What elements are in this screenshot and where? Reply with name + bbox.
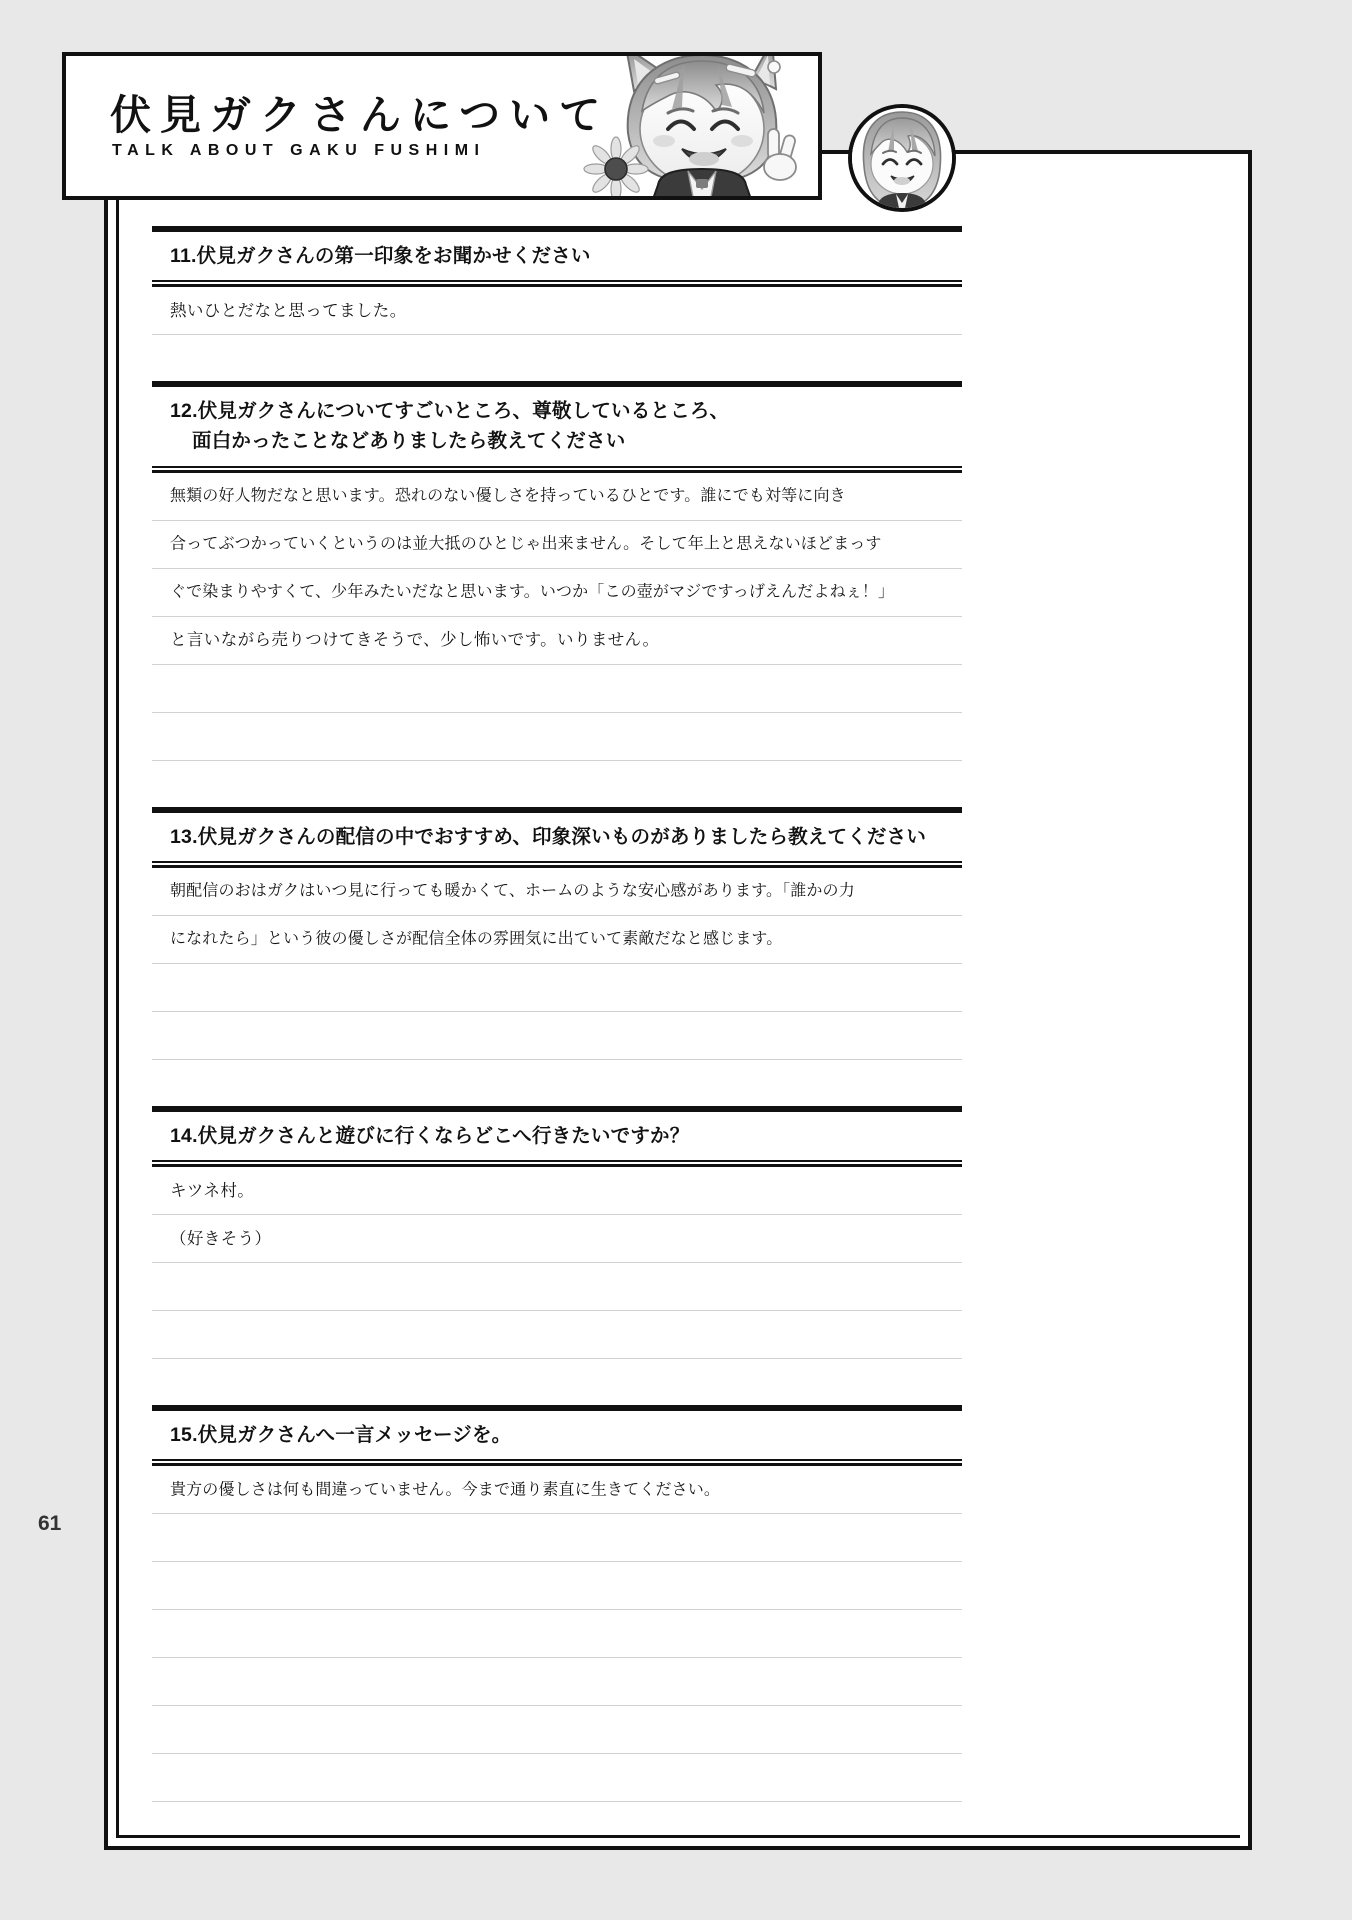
page-title: 伏見ガクさんについて <box>110 92 610 138</box>
answer-line[interactable] <box>152 1610 962 1658</box>
question-rule-bottom <box>152 1459 962 1466</box>
answer-line[interactable] <box>152 1012 962 1060</box>
answer-line[interactable] <box>152 521 962 569</box>
answer-line[interactable] <box>152 473 962 521</box>
section-gap <box>152 335 962 381</box>
answer-text: （好きそう） <box>170 1228 272 1248</box>
answer-line[interactable] <box>152 287 962 335</box>
question-title: 15.伏見ガクさんへ一言メッセージを。 <box>170 1424 512 1447</box>
answer-text: と言いながら売りつけてきそうで、少し怖いです。いりません。 <box>170 630 660 650</box>
answer-area[interactable] <box>152 473 962 761</box>
answer-line[interactable] <box>152 1514 962 1562</box>
answer-line[interactable] <box>152 1706 962 1754</box>
answer-line[interactable] <box>152 1167 962 1215</box>
answer-line[interactable] <box>152 1562 962 1610</box>
answer-line[interactable] <box>152 713 962 761</box>
section-gap <box>152 1060 962 1106</box>
section-gap <box>152 761 962 807</box>
question-rule-bottom <box>152 280 962 287</box>
answer-line[interactable] <box>152 665 962 713</box>
answer-text: になれたら」という彼の優しさが配信全体の雰囲気に出ていて素敵だなと感じます。 <box>170 929 783 949</box>
question-rule-bottom <box>152 861 962 868</box>
question-title-line2: 面白かったことなどありましたら教えてください <box>192 430 626 453</box>
answer-text: 合ってぶつかっていくというのは並大抵のひとじゃ出来ません。そして年上と思えないほどまっす <box>170 533 882 553</box>
answer-line[interactable] <box>152 1754 962 1802</box>
answer-line[interactable] <box>152 964 962 1012</box>
answer-area[interactable] <box>152 868 962 1060</box>
question-block <box>152 381 962 806</box>
answer-line[interactable] <box>152 1658 962 1706</box>
question-block <box>152 1106 962 1405</box>
answer-area[interactable] <box>152 287 962 335</box>
answer-line[interactable] <box>152 1311 962 1359</box>
answer-line[interactable] <box>152 617 962 665</box>
answer-text: 無類の好人物だなと思います。恐れのない優しさを持っているひとです。誰にでも対等に向き <box>170 485 846 505</box>
chibi-character-illustration <box>576 52 822 200</box>
answer-line[interactable] <box>152 1215 962 1263</box>
answer-text: ぐで染まりやすくて、少年みたいだなと思います。いつか「この壺がマジですっげえんだよねぇ！」 <box>170 581 895 601</box>
answer-text: 熱いひとだなと思ってました。 <box>170 300 407 320</box>
question-block <box>152 226 962 381</box>
question-block <box>152 1405 962 1802</box>
answer-line[interactable] <box>152 916 962 964</box>
questionnaire-content <box>152 226 962 1802</box>
answer-line[interactable] <box>152 569 962 617</box>
question-title: 13.伏見ガクさんの配信の中でおすすめ、印象深いものがありましたら教えてください <box>170 825 927 848</box>
answer-text: 朝配信のおはガクはいつ見に行っても暖かくて、ホームのような安心感があります。「誰かの力 <box>170 881 855 901</box>
answer-area[interactable] <box>152 1466 962 1802</box>
answer-area[interactable] <box>152 1167 962 1359</box>
answer-text: 貴方の優しさは何も間違っていません。今まで通り素直に生きてください。 <box>170 1479 721 1499</box>
question-rule-bottom <box>152 1160 962 1167</box>
page-subtitle: TALK ABOUT GAKU FUSHIMI <box>112 142 486 159</box>
character-avatar-portrait <box>848 104 956 212</box>
answer-line[interactable] <box>152 868 962 916</box>
header-banner <box>62 52 822 200</box>
question-title: 11.伏見ガクさんの第一印象をお聞かせください <box>170 245 591 267</box>
answer-line[interactable] <box>152 1466 962 1514</box>
page-number: 61 <box>38 1512 62 1535</box>
section-gap <box>152 1359 962 1405</box>
question-block <box>152 807 962 1106</box>
question-rule-bottom <box>152 466 962 473</box>
answer-line[interactable] <box>152 1263 962 1311</box>
question-title: 12.伏見ガクさんについてすごいところ、尊敬しているところ、 面白かったことなどありましたら教えてください <box>152 387 962 465</box>
question-title: 14.伏見ガクさんと遊びに行くならどこへ行きたいですか？ <box>170 1124 690 1147</box>
answer-text: キツネ村。 <box>170 1180 255 1200</box>
